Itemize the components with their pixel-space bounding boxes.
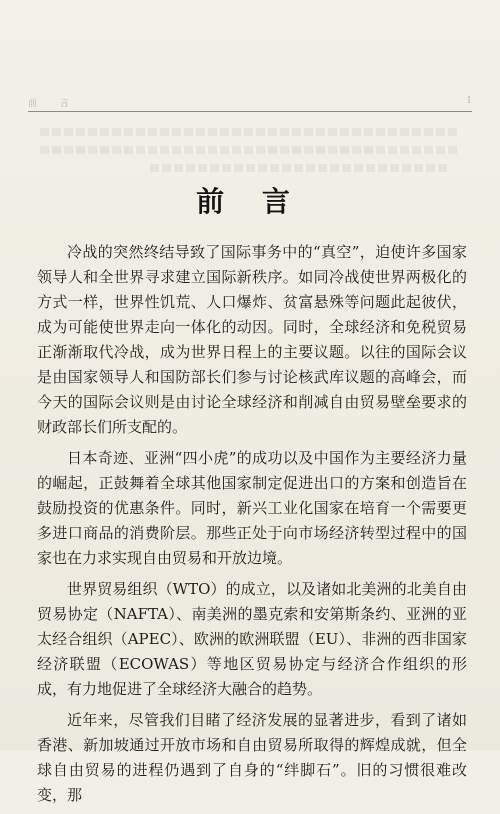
paragraph: 近年来，尽管我们目睹了经济发展的显著进步，看到了诸如香港、新加坡通过开放市场和自由贸易所取得的辉煌成就，但全球自由贸易的进程仍遇到了自身的“绊脚石”。旧的习惯很难改变，那 [37,711,467,804]
page-number: 1 [466,96,472,106]
paragraph: 世界贸易组织（WTO）的成立，以及诸如北美洲的北美自由贸易协定（NAFTA）、南美洲的墨克索和安第斯条约、亚洲的亚太经合组织（APEC）、欧洲的欧洲联盟（EU）、非洲的西非国家经济联盟（ECOWAS）等地区贸易协定与经济合作组织的形成，有力地促进了全球经济大融合的趋势。 [37,580,467,698]
header-rule [28,111,472,112]
show-through-text [40,146,460,154]
body-text [37,240,467,814]
paragraph: 日本奇迹、亚洲“四小虎”的成功以及中国作为主要经济力量的崛起，正鼓舞着全球其他国家制定促进出口的方案和创造旨在鼓励投资的优惠条件。同时，新兴工业化国家在培育一个需要更多进口商品的消费阶层。那些正处于向市场经济转型过程中的国家也在力求实现自由贸易和开放边境。 [37,449,467,567]
paragraph: 冷战的突然终结导致了国际事务中的“真空”，迫使许多国家领导人和全世界寻求建立国际新秩序。如同冷战使世界两极化的方式一样，世界性饥荒、人口爆炸、贫富悬殊等问题此起彼伏，成为可能使世界走向一体化的动因。同时，全球经济和免税贸易正渐渐取代冷战，成为世界日程上的主要议题。以往的国际会议是由国家领导人和国防部长们参与讨论核武库议题的高峰会，而今天的国际会议则是由讨论全球经济和削减自由贸易壁垒要求的财政部长们所支配的。 [37,243,467,436]
show-through-text [40,128,460,136]
running-header [28,96,472,110]
running-header-title: 前 言 [28,99,79,109]
chapter-title: 前 言 [196,185,304,218]
show-through-text [150,164,450,172]
